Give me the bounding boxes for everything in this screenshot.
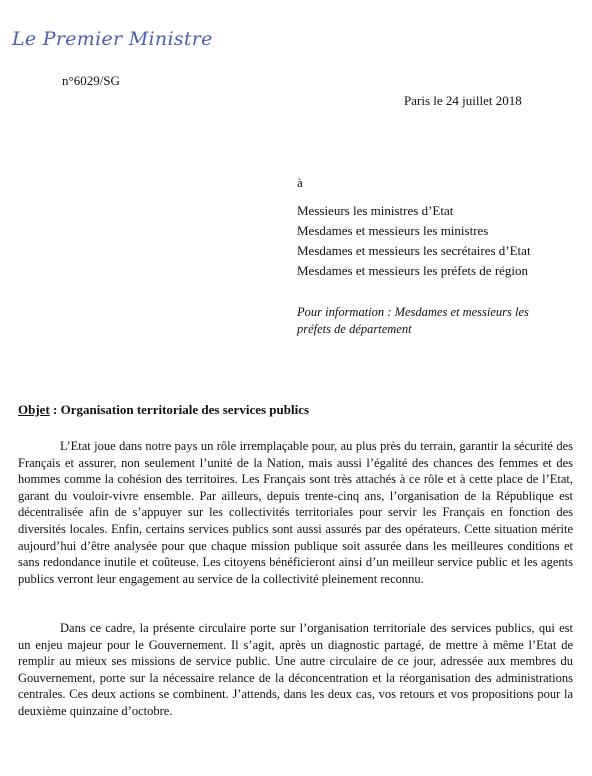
body-paragraph: L’Etat joue dans notre pays un rôle irremplaçable pour, au plus près du terrain, garantir la sécurité des Français et assurer, non seulement l’unité de la Nation, mais aussi l’égalité des chances des femmes et des hommes comme la cohésion des territoires. Les Français sont très attachés à ce rôle et à cette place de l’Etat, garant du vouloir-vivre ensemble. Par ailleurs, depuis trente-cinq ans, l’organisation de la République est décentralisée afin de s’appuyer sur les collectivités territoriales pour servir les Français en fonction des diversités locales. Enfin, certains services publics sont aussi assurés par des opérateurs. Cette situation mérite aujourd’hui d’être analysée pour que chaque mission publique soit assurée dans les meilleures conditions et sans redondance inutile et coûteuse. Les citoyens bénéficieront ainsi d’un meilleur service public et les agents publics verront leur engagement au service de la collectivité pleinement reconnu. [18, 439, 573, 586]
recipients-list [297, 201, 531, 281]
subject-label: Objet [18, 402, 50, 417]
subject-text: Organisation territoriale des services publics [60, 402, 310, 417]
subject-line [18, 402, 309, 418]
subject-separator: : [49, 402, 61, 417]
recipient-line: Mesdames et messieurs les ministres [297, 223, 489, 238]
recipient-line: Mesdames et messieurs les préfets de région [297, 263, 529, 278]
recipient-line: Mesdames et messieurs les secrétaires d’Etat [297, 243, 531, 258]
date-line: Paris le 24 juillet 2018 [404, 93, 522, 108]
reference-number: n°6029/SG [62, 73, 120, 88]
recipient-line: Messieurs les ministres d’Etat [297, 203, 454, 218]
body-paragraph: Dans ce cadre, la présente circulaire porte sur l’organisation territoriale des services publics, qui est un enjeu majeur pour le Gouvernement. Il s’agit, après un diagnostic partagé, de mettre à même l’Etat de remplir au mieux ses missions de service public. Une autre circulaire de ce jour, adressée aux membres du Gouvernement, porte sur la nécessaire relance de la déconcentration et la réorganisation des administrations centrales. Ces deux actions se combinent. J’attends, dans les deux cas, vos retours et vos propositions pour la deuxième quinzaine d’octobre. [18, 621, 573, 718]
recipient-intro: à [297, 175, 303, 190]
letterhead-signature: Le Premier Ministre [12, 28, 213, 50]
for-information-note: Pour information : Mesdames et messieurs les préfets de département [297, 305, 529, 336]
